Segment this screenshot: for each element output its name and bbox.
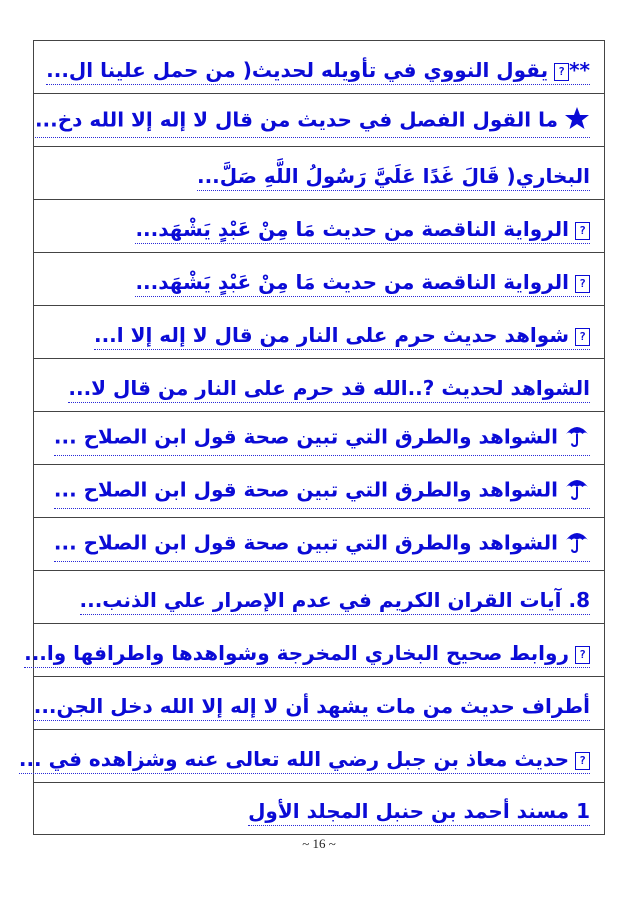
toc-entry-text[interactable]	[135, 269, 590, 297]
toc-entry-label: حديث معاذ بن جبل رضي الله تعالى عنه وشزاهده في ...	[18, 747, 569, 771]
toc-entry-text[interactable]	[68, 375, 590, 403]
toc-row[interactable]	[33, 93, 605, 146]
toc-entry-label: أطراف حديث من مات يشهد أن لا إله إلا الله دخل الجن...	[33, 694, 590, 718]
toc-entry-label: 1 مسند أحمد بن حنبل المجلد الأول	[248, 799, 590, 823]
umbrella-icon	[564, 422, 590, 454]
toc-entry-text[interactable]	[94, 322, 590, 350]
toc-row[interactable]	[18, 729, 605, 782]
toc-row[interactable]	[33, 199, 605, 252]
toc-entry-text[interactable]	[54, 422, 590, 456]
toc-row[interactable]	[33, 782, 605, 835]
toc-entry-label: يقول النووي في تأويله لحديث( من حمل علينا ال...	[46, 58, 549, 82]
toc-entry-label: ما القول الفصل في حديث من قال لا إله إلا الله دخ...	[34, 107, 558, 132]
toc-row[interactable]	[33, 411, 605, 464]
toc-entry-label: الرواية الناقصة من حديث مَا مِنْ عَبْدٍ يَشْهَد...	[135, 270, 569, 294]
toc-entry-label: البخاري( قَالَ غَدًا عَلَيَّ رَسُولُ اللَّهِ صَلَّ...	[196, 164, 590, 188]
missing-glyph-icon: ?	[575, 275, 590, 293]
toc-entry-label: الشواهد لحديث ?..الله قد حرم على النار من قال لا...	[68, 376, 590, 400]
toc-entry-text[interactable]	[35, 106, 590, 138]
toc-entry-label: الرواية الناقصة من حديث مَا مِنْ عَبْدٍ يَشْهَد...	[135, 217, 569, 241]
toc-row[interactable]	[33, 464, 605, 517]
toc-row[interactable]	[24, 623, 605, 676]
missing-glyph-icon: ?	[575, 752, 590, 770]
toc-row[interactable]	[33, 305, 605, 358]
toc-row[interactable]	[33, 676, 605, 729]
missing-glyph-icon: ?	[575, 646, 590, 664]
umbrella-icon	[564, 475, 590, 507]
toc-entry-text[interactable]	[135, 216, 590, 244]
toc-entry-label: الشواهد والطرق التي تبين صحة قول ابن الصلاح ...	[53, 530, 558, 555]
missing-glyph-icon: ?	[554, 63, 569, 81]
toc-entry-text[interactable]	[19, 746, 590, 774]
toc-entry-text[interactable]	[54, 528, 590, 562]
toc-entry-label: 8. آيات القران الكريم في عدم الإصرار علي الذنب...	[79, 588, 590, 612]
toc-entry-label: شواهد حديث حرم على النار من قال لا إله إلا ا...	[93, 323, 569, 347]
toc-entry-text[interactable]	[54, 475, 590, 509]
toc-row[interactable]	[33, 358, 605, 411]
table-of-contents	[18, 40, 605, 835]
page-number: ~ 16 ~	[302, 836, 336, 851]
toc-entry-label: الشواهد والطرق التي تبين صحة قول ابن الصلاح ...	[53, 424, 558, 449]
umbrella-icon	[564, 528, 590, 560]
missing-glyph-icon: ?	[575, 328, 590, 346]
toc-row[interactable]	[33, 40, 605, 93]
missing-glyph-icon: ?	[575, 222, 590, 240]
toc-entry-prefix: **	[569, 58, 590, 82]
toc-entry-text[interactable]	[197, 163, 590, 191]
toc-entry-text[interactable]	[46, 57, 590, 85]
toc-entry-text[interactable]	[24, 640, 590, 668]
toc-row[interactable]	[33, 570, 605, 623]
toc-row[interactable]	[33, 146, 605, 199]
toc-row[interactable]	[33, 252, 605, 305]
toc-entry-label: روابط صحيح البخاري المخرجة وشواهدها واطرافها وا...	[24, 641, 569, 665]
toc-entry-text[interactable]	[34, 693, 590, 721]
toc-entry-text[interactable]	[80, 587, 591, 615]
toc-entry-text[interactable]	[248, 798, 590, 826]
toc-row[interactable]	[33, 517, 605, 570]
toc-entry-label: الشواهد والطرق التي تبين صحة قول ابن الصلاح ...	[53, 477, 558, 502]
star-icon	[564, 106, 590, 136]
